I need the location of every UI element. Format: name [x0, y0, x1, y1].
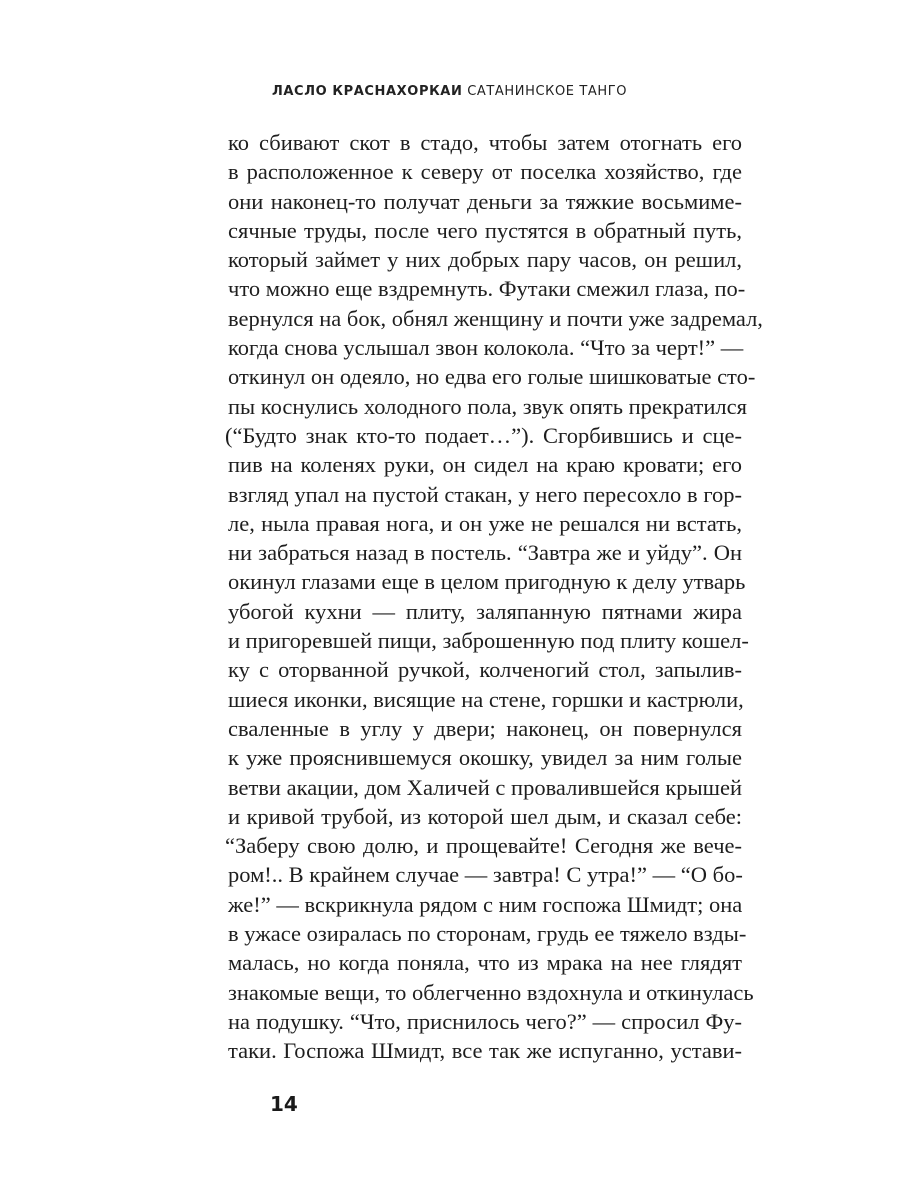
- text-line: что можно еще вздремнуть. Футаки смежил глаза, по-: [228, 276, 746, 302]
- text-line: шиеся иконки, висящие на стене, горшки и кастрюли,: [228, 686, 744, 712]
- text-line: же!” — вскрикнула рядом с ним госпожа Шмидт; она: [228, 891, 743, 917]
- text-line: (“Будто знак кто-то подает…”). Сгорбившись и сце-: [225, 422, 742, 448]
- page-number: 14: [270, 1092, 298, 1116]
- text-line: взгляд упал на пустой стакан, у него пересохло в гор-: [228, 481, 742, 507]
- text-line: ку с оторванной ручкой, колченогий стол, запылив-: [228, 657, 742, 683]
- text-line: сячные труды, после чего пустятся в обратный путь,: [228, 217, 742, 243]
- text-line: пы коснулись холодного пола, звук опять прекратился: [228, 393, 747, 419]
- text-line: убогой кухни — плиту, заляпанную пятнами жира: [228, 598, 742, 624]
- text-line: пив на коленях руки, он сидел на краю кровати; его: [228, 452, 742, 478]
- text-line: на подушку. “Что, приснилось чего?” — спросил Фу-: [228, 1008, 742, 1034]
- text-line: знакомые вещи, то облегченно вздохнула и откинулась: [228, 979, 754, 1005]
- text-line: “Заберу свою долю, и прощевайте! Сегодня же вече-: [225, 833, 742, 859]
- text-line: ни забраться назад в постель. “Завтра же и уйду”. Он: [228, 540, 742, 566]
- text-line: они наконец-то получат деньги за тяжкие восьмиме-: [228, 188, 742, 214]
- text-line: окинул глазами еще в целом пригодную к делу утварь: [228, 569, 746, 595]
- running-head: [272, 84, 627, 99]
- text-line: к уже прояснившемуся окошку, увидел за ним голые: [228, 745, 742, 771]
- text-line: в расположенное к северу от поселка хозяйство, где: [228, 159, 742, 185]
- running-head-author: ЛАСЛО КРАСНАХОРКАИ: [272, 84, 463, 99]
- text-line: ко сбивают скот в стадо, чтобы затем отогнать его: [228, 130, 742, 155]
- text-line: вернулся на бок, обнял женщину и почти уже задремал,: [228, 305, 763, 331]
- text-line: откинул он одеяло, но едва его голые шишковатые сто-: [228, 364, 756, 390]
- text-line: когда снова услышал звон колокола. “Что за черт!” —: [228, 335, 744, 361]
- text-line: и кривой трубой, из которой шел дым, и сказал себе:: [228, 803, 742, 829]
- text-line: и пригоревшей пищи, заброшенную под плиту кошел-: [228, 628, 749, 654]
- text-line: таки. Госпожа Шмидт, все так же испуганно, устави-: [228, 1038, 742, 1064]
- text-line: ром!.. В крайнем случае — завтра! С утра!” — “О бо-: [228, 862, 743, 888]
- text-line: малась, но когда поняла, что из мрака на нее глядят: [228, 950, 742, 976]
- text-line: в ужасе озиралась по сторонам, грудь ее тяжело взды-: [228, 921, 747, 947]
- text-line: ветви акации, дом Халичей с провалившейся крышей: [228, 774, 742, 800]
- text-line: ле, ныла правая нога, и он уже не решался ни встать,: [228, 510, 742, 536]
- body-text: [225, 128, 763, 1066]
- running-head-title: САТАНИНСКОЕ ТАНГО: [467, 84, 628, 99]
- text-line: который займет у них добрых пару часов, он решил,: [228, 247, 742, 273]
- text-line: сваленные в углу у двери; наконец, он повернулся: [228, 715, 742, 741]
